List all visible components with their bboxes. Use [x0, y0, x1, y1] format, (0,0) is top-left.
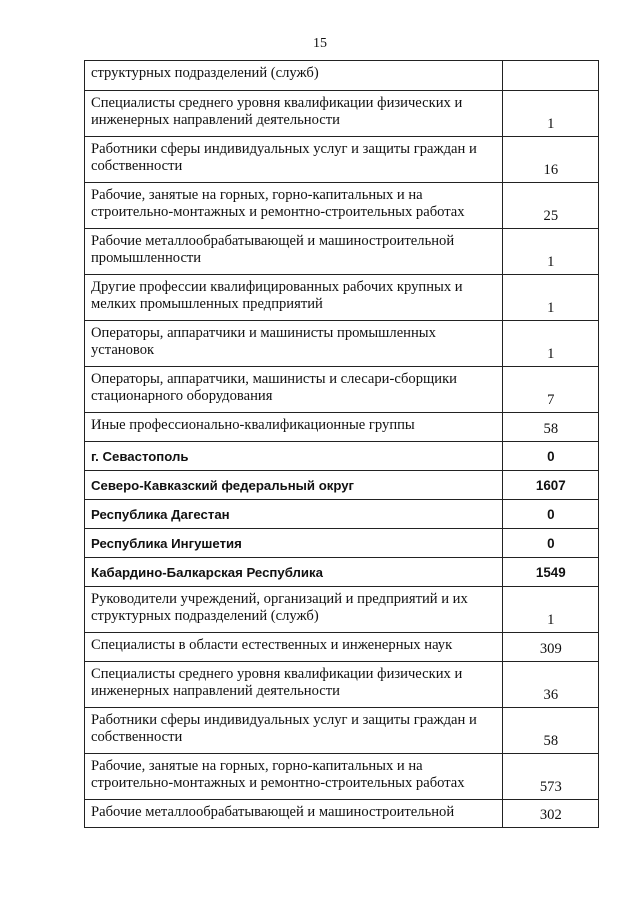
row-label: Работники сферы индивидуальных услуг и защиты граждан и собственности: [85, 137, 503, 183]
table-row-region: [85, 471, 599, 500]
table-row: [85, 367, 599, 413]
row-label: структурных подразделений (служб): [85, 61, 503, 91]
table-body: [85, 61, 599, 828]
row-label: Рабочие металлообрабатывающей и машиностроительной: [85, 800, 503, 828]
row-label: Специалисты среднего уровня квалификации физических и инженерных направлений деятельности: [85, 91, 503, 137]
row-value: 25: [502, 183, 598, 229]
row-label: Специалисты среднего уровня квалификации физических и инженерных направлений деятельности: [85, 662, 503, 708]
row-label: Руководители учреждений, организаций и предприятий и их структурных подразделений (служб): [85, 587, 503, 633]
row-value: 302: [502, 800, 598, 828]
row-value: 58: [502, 708, 598, 754]
row-label: Рабочие металлообрабатывающей и машиностроительной промышленности: [85, 229, 503, 275]
row-value: 1: [502, 587, 598, 633]
row-value: 309: [502, 633, 598, 662]
table-row: [85, 754, 599, 800]
row-value: 36: [502, 662, 598, 708]
row-label: Северо-Кавказский федеральный округ: [85, 471, 503, 500]
row-value: 58: [502, 413, 598, 442]
row-value: 1: [502, 91, 598, 137]
table-row: [85, 587, 599, 633]
statistics-table: [84, 60, 599, 828]
row-value: 1: [502, 229, 598, 275]
row-value: 1: [502, 275, 598, 321]
row-label: Операторы, аппаратчики, машинисты и слесари-сборщики стационарного оборудования: [85, 367, 503, 413]
row-value: 1: [502, 321, 598, 367]
row-label: Рабочие, занятые на горных, горно-капитальных и на строительно-монтажных и ремонтно-строительных работах: [85, 183, 503, 229]
row-label: Республика Ингушетия: [85, 529, 503, 558]
page-number: 15: [313, 36, 327, 51]
table-row: [85, 229, 599, 275]
row-value: 1607: [502, 471, 598, 500]
row-label: Специалисты в области естественных и инженерных наук: [85, 633, 503, 662]
row-label: Другие профессии квалифицированных рабочих крупных и мелких промышленных предприятий: [85, 275, 503, 321]
table-row-region: [85, 500, 599, 529]
table-row: [85, 708, 599, 754]
table-row: [85, 137, 599, 183]
row-label: Кабардино-Балкарская Республика: [85, 558, 503, 587]
table-row-region: [85, 558, 599, 587]
table-row-region: [85, 529, 599, 558]
row-value: 573: [502, 754, 598, 800]
table-row: [85, 662, 599, 708]
row-value: 0: [502, 500, 598, 529]
row-label: Иные профессионально-квалификационные группы: [85, 413, 503, 442]
table-row: [85, 183, 599, 229]
row-value: 1549: [502, 558, 598, 587]
row-label: Республика Дагестан: [85, 500, 503, 529]
table-row: [85, 321, 599, 367]
row-label: Операторы, аппаратчики и машинисты промышленных установок: [85, 321, 503, 367]
table-row: [85, 91, 599, 137]
row-label: Рабочие, занятые на горных, горно-капитальных и на строительно-монтажных и ремонтно-строительных работах: [85, 754, 503, 800]
row-value: 7: [502, 367, 598, 413]
table-row: [85, 275, 599, 321]
row-label: г. Севастополь: [85, 442, 503, 471]
table-row-region: [85, 442, 599, 471]
table-row: [85, 800, 599, 828]
row-value: 16: [502, 137, 598, 183]
row-label: Работники сферы индивидуальных услуг и защиты граждан и собственности: [85, 708, 503, 754]
row-value: 0: [502, 442, 598, 471]
table-row: [85, 61, 599, 91]
table-row: [85, 633, 599, 662]
row-value: 0: [502, 529, 598, 558]
table-row: [85, 413, 599, 442]
row-value: [502, 61, 598, 91]
